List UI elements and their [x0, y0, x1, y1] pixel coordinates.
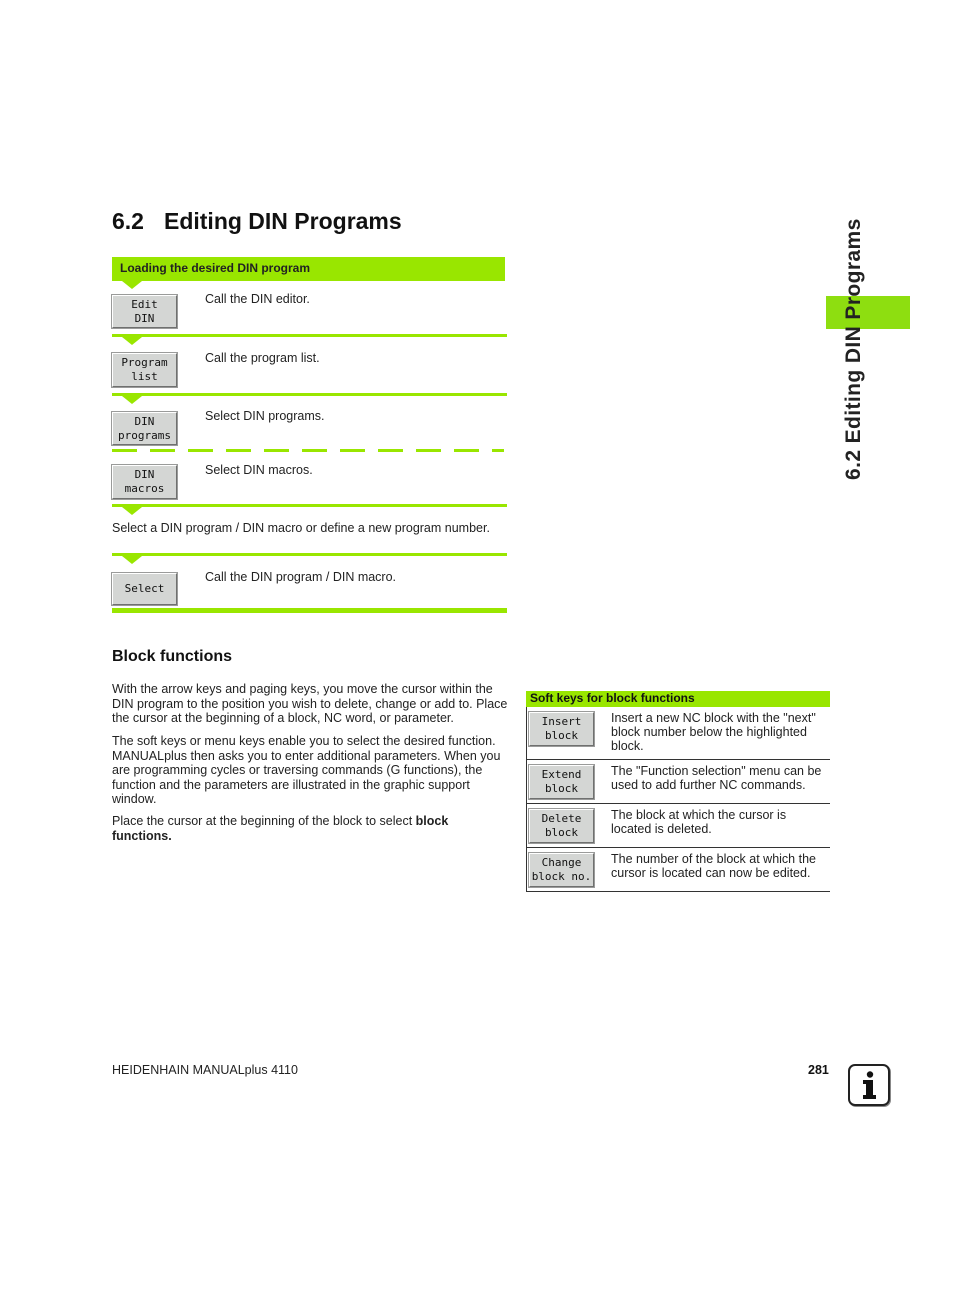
- softkey-select[interactable]: Select: [112, 573, 177, 605]
- step-arrow: [122, 556, 142, 564]
- paragraph: The soft keys or menu keys enable you to select the desired function. MANUALplus then asks you to enter additional parameters. When you are programming cycles or traversing commands (G functions), the function and the parameters are illustrated in the graphic support window.: [112, 734, 501, 807]
- softkey-insert-block[interactable]: Insert block: [529, 712, 594, 746]
- alternative-divider: [112, 449, 504, 452]
- softkey-din-macros[interactable]: DIN macros: [112, 465, 177, 499]
- step-text: Select DIN macros.: [205, 463, 313, 477]
- softkey-delete-block[interactable]: Delete block: [529, 809, 594, 843]
- table-row-divider: [526, 759, 830, 760]
- paragraph: [112, 814, 508, 843]
- softkey-table-header: [526, 691, 830, 707]
- info-icon-glyph: [850, 1066, 888, 1104]
- table-row-divider: [526, 803, 830, 804]
- softkey-edit-din[interactable]: Edit DIN: [112, 295, 177, 328]
- paragraph-bold: block functions.: [112, 814, 449, 843]
- table-cell: The block at which the cursor is located is deleted.: [611, 808, 787, 837]
- section-title-text: Editing DIN Programs: [163, 208, 402, 234]
- softkey-din-programs[interactable]: DIN programs: [112, 412, 177, 445]
- side-tab-label: 6.2 Editing DIN Programs: [842, 218, 865, 480]
- info-icon: [848, 1064, 890, 1106]
- page-number: 281: [808, 1063, 829, 1077]
- table-row-divider: [526, 847, 830, 848]
- table-cell: The "Function selection" menu can be used to add further NC commands.: [611, 764, 822, 793]
- softkey-extend-block[interactable]: Extend block: [529, 765, 594, 799]
- step-arrow: [122, 337, 142, 345]
- side-tab-marker: [826, 296, 910, 329]
- step-arrow: [122, 507, 142, 515]
- step-divider: [112, 334, 507, 337]
- table-cell: The number of the block at which the cursor is located can now be edited.: [611, 852, 816, 881]
- step-text: Select DIN programs.: [205, 409, 325, 423]
- table-bottom-border: [526, 891, 830, 892]
- step-text: Call the DIN program / DIN macro.: [205, 570, 397, 584]
- step-divider: [112, 393, 507, 396]
- page-title: [112, 208, 402, 235]
- step-divider: [112, 553, 507, 556]
- procedure-end-rule: [112, 608, 507, 613]
- footer-product: HEIDENHAIN MANUALplus 4110: [112, 1063, 298, 1077]
- section-number: 6.2: [112, 208, 144, 234]
- step-text: Call the program list.: [205, 351, 320, 365]
- step-divider: [112, 504, 507, 507]
- step-arrow: [122, 396, 142, 404]
- softkey-change-block-no[interactable]: Change block no.: [529, 853, 594, 887]
- step-text: Call the DIN editor.: [205, 292, 310, 306]
- step-note: Select a DIN program / DIN macro or define a new program number.: [112, 521, 490, 535]
- softkey-table-header-text: Soft keys for block functions: [530, 691, 695, 705]
- table-border: [526, 707, 527, 892]
- loading-header-text: Loading the desired DIN program: [120, 261, 311, 275]
- paragraph: With the arrow keys and paging keys, you move the cursor within the DIN program to the position you wish to delete, change or add to. Place the cursor at the beginning of a block, NC word, or parameter.: [112, 682, 508, 726]
- paragraph-text: Place the cursor at the beginning of the block to select: [112, 814, 416, 828]
- block-functions-heading: Block functions: [112, 648, 233, 665]
- softkey-program-list[interactable]: Program list: [112, 353, 177, 387]
- step-arrow: [122, 281, 142, 289]
- table-cell: Insert a new NC block with the "next" block number below the highlighted block.: [611, 711, 816, 754]
- loading-header: [112, 257, 505, 281]
